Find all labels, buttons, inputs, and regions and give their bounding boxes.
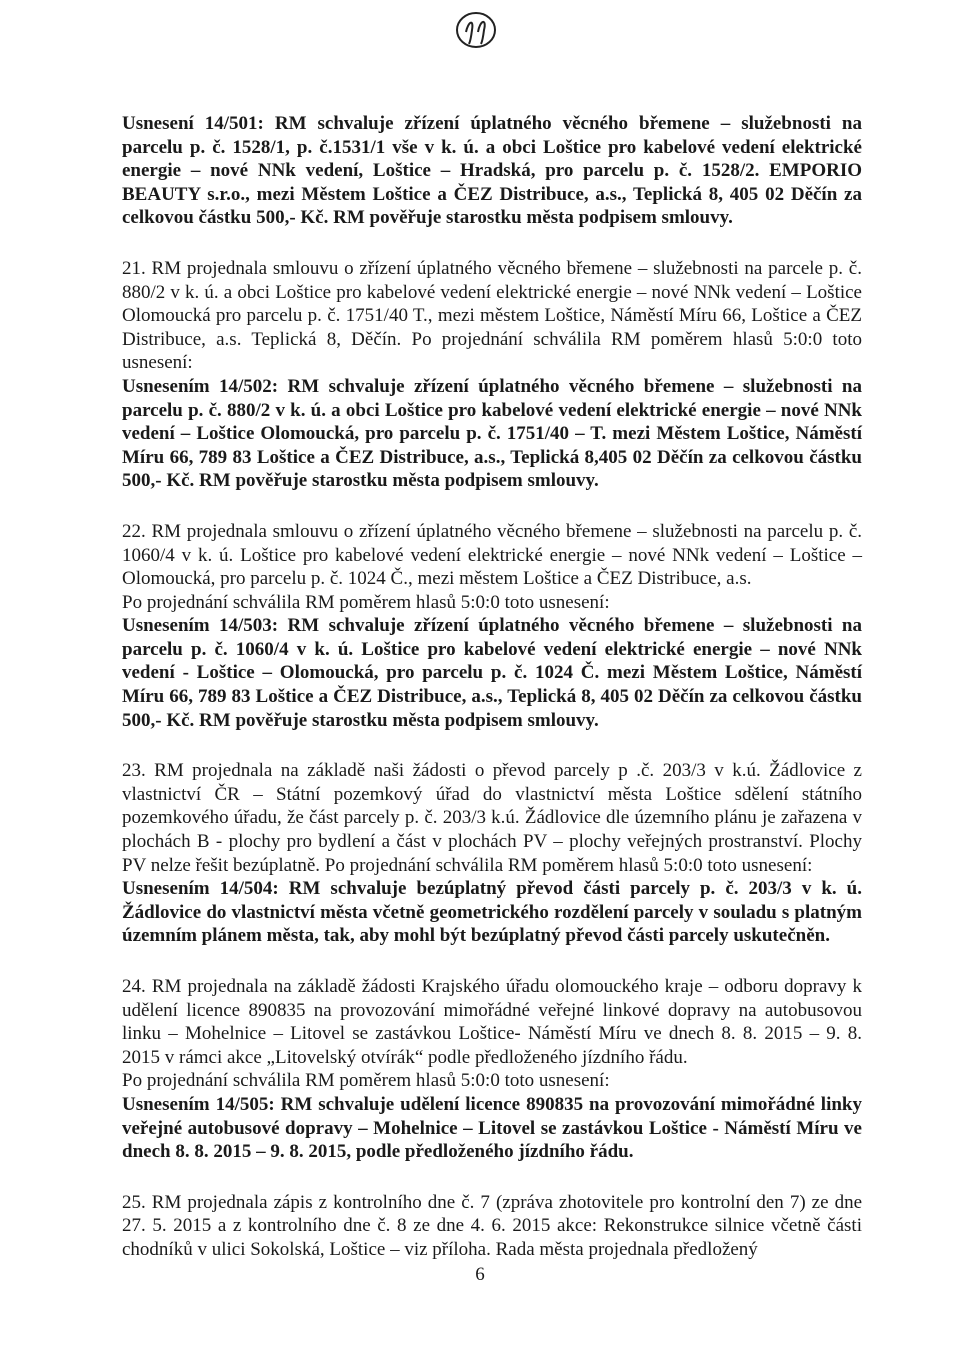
text-line: Usnesením 14/504: RM schvaluje bezúplatný převod části parcely p. č. 203/3 v k. ú. Žádlovice do vlastnictví města včetně geometrického rozdělení parcely v souladu s platným územním plánem města, tak, aby mohl být bezúplatný převod části parcely uskutečněn.: [122, 878, 862, 947]
text-line: 23. RM projednala na základě naši žádosti o převod parcely p .č. 203/3 v k.ú. Žádlovice z vlastnictví ČR – Státní pozemkový úřad do vlastnictví města Loštice sdělení státního pozemkového úřadu, že část parcely p. č. 203/3 k.ú. Žádlovice dle územního plánu je zařazena v plochách B - plochy pro bydlení a část v plochách PV – plochy veřejných prostranství. Plochy PV nelze řešit bezúplatně. Po projednání schválila RM poměrem hlasů 5:0:0 toto usnesení:: [122, 760, 862, 876]
text-line: Usnesením 14/503: RM schvaluje zřízení úplatného věcného břemene – služebnosti na parcelu p. č. 1060/4 v k. ú. Loštice pro kabelové vedení elektrické energie – nové NNk vedení - Loštice – Olomoucká, pro parcelu p. č. 1024 Č. mezi Městem Loštice, Náměstí Míru 66, 789 83 Loštice a ČEZ Distribuce, a.s., Teplická 8, 405 02 Děčín za celkovou částku 500,- Kč. RM pověřuje starostku města podpisem smlouvy.: [122, 615, 862, 731]
item-25-description: [122, 1191, 862, 1262]
text-line: 22. RM projednala smlouvu o zřízení úplatného věcného břemene – služebnosti na parcelu p. č. 1060/4 v k. ú. Loštice pro kabelové vedení elektrické energie – nové NNk vedení – Loštice – Olomoucká, pro parcelu p. č. 1024 Č., mezi městem Loštice a ČEZ Distribuce, a.s.: [122, 520, 862, 590]
handwritten-page-stamp: [452, 8, 500, 52]
text-line: 21. RM projednala smlouvu o zřízení úplatného věcného břemene – služebnosti na parcele p. č. 880/2 v k. ú. a obci Loštice pro kabelové vedení elektrické energie – nové NNk vedení – Loštice Olomoucká pro parcelu p. č. 1751/40 T., mezi městem Loštice, Náměstí Míru 66, Loštice a ČEZ Distribuce, a.s. Teplická 8, Děčín. Po projednání schválila RM poměrem hlasů 5:0:0 toto usnesení:: [122, 257, 862, 374]
item-22-description: [122, 520, 862, 614]
page-number: 6: [475, 1264, 485, 1285]
text-line: Po projednání schválila RM poměrem hlasů 5:0:0 toto usnesení:: [122, 591, 610, 613]
text-line: Usnesení 14/501: RM schvaluje zřízení úplatného věcného břemene – služebnosti na parcelu p. č. 1528/1, p. č.1531/1 vše v k. ú. a obci Loštice pro kabelové vedení elektrické energie – nové NNk vedení, Loštice – Hradská, pro parcelu p. č. 1528/2. EMPORIO BEAUTY s.r.o., mezi Městem Loštice a ČEZ Distribuce, a.s., Teplická 8, 405 02 Děčín za celkovou částku 500,- Kč. RM pověřuje starostku města podpisem smlouvy.: [122, 113, 862, 229]
text-line: Po projednání schválila RM poměrem hlasů 5:0:0 toto usnesení:: [122, 1070, 610, 1092]
item-24-description: [122, 975, 862, 1093]
document-body: [122, 112, 862, 1262]
text-line: Usnesením 14/502: RM schvaluje zřízení úplatného věcného břemene – služebnosti na parcelu p. č. 880/2 v k. ú. a obci Loštice pro kabelové vedení elektrické energie – nové NNk vedení – Loštice Olomoucká, pro parcelu p. č. 1751/40 – T. mezi Městem Loštice, Náměstí Míru 66, 789 83 Loštice a ČEZ Distribuce, a.s., Teplická 8,405 02 Děčín za celkovou částku 500,- Kč. RM pověřuje starostku města podpisem smlouvy.: [122, 375, 862, 492]
stamp-circle-icon: [452, 8, 500, 52]
item-23-description: [122, 759, 862, 877]
item-21-description: [122, 257, 862, 375]
resolution-14-502: [122, 375, 862, 493]
text-line: Usnesením 14/505: RM schvaluje udělení licence 890835 na provozování mimořádné linky veřejné autobusové dopravy – Mohelnice – Litovel se zastávkou Loštice - Náměstí Míru ve dnech 8. 8. 2015 – 9. 8. 2015, podle předloženého jízdního řádu.: [122, 1093, 862, 1163]
resolution-14-501: [122, 112, 862, 230]
text-line: 24. RM projednala na základě žádosti Krajského úřadu olomouckého kraje – odboru dopravy k udělení licence 890835 na provozování mimořádné veřejné linkové dopravy na autobusovou linku – Mohelnice – Litovel se zastávkou Loštice- Náměstí Míru ve dnech 8. 8. 2015 – 9. 8. 2015 v rámci akce „Litovelský otvírák“ podle předloženého jízdního řádu.: [122, 976, 862, 1068]
text-line: 25. RM projednala zápis z kontrolního dne č. 7 (zpráva zhotovitele pro kontrolní den 7) ze dne 27. 5. 2015 a z kontrolního dne č. 8 ze dne 4. 6. 2015 akce: Rekonstrukce silnice včetně části chodníků v ulici Sokolská, Loštice – viz příloha. Rada města projednala předložený: [122, 1191, 862, 1260]
resolution-14-503: [122, 614, 862, 732]
resolution-14-505: [122, 1093, 862, 1164]
resolution-14-504: [122, 877, 862, 948]
